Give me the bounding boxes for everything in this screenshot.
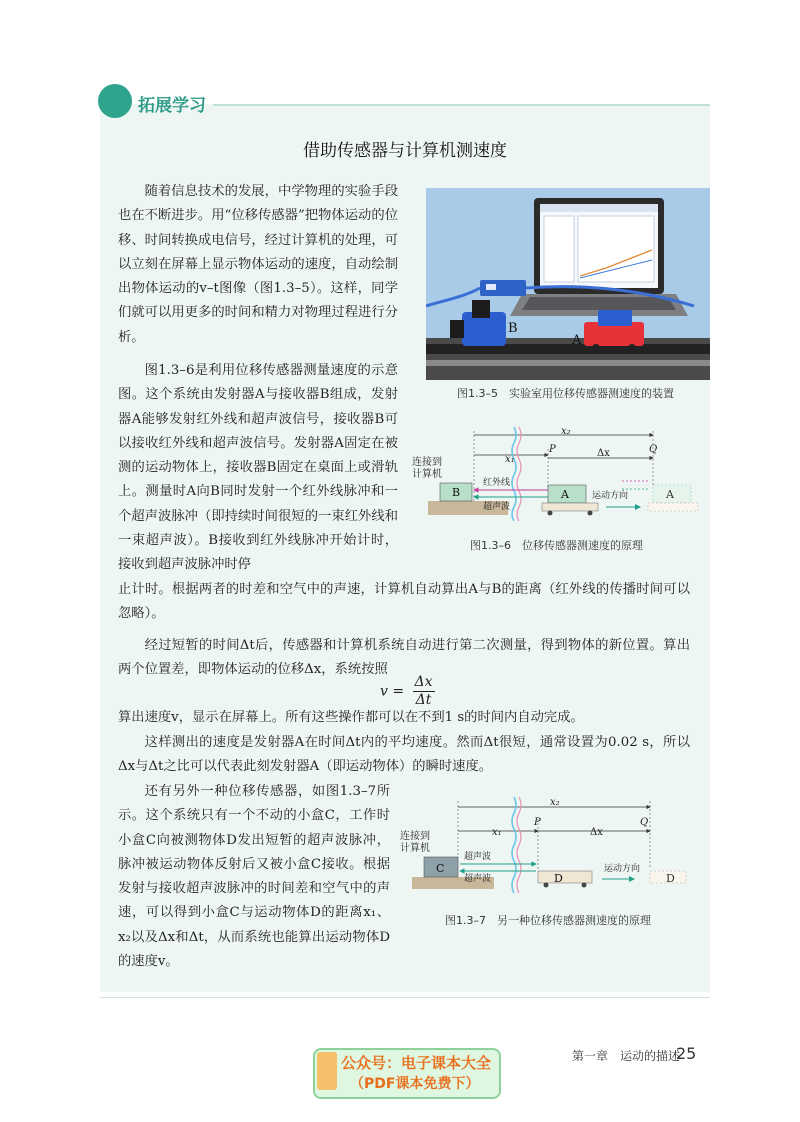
fig6-dx: Δx [597, 448, 610, 459]
fig7-direction: 运动方向 [604, 864, 641, 874]
photo-label-a: A [572, 333, 582, 348]
formula-numerator: Δx [414, 674, 433, 690]
fig7-box-d2: D [666, 872, 675, 885]
fig7-ultrasonic-1: 超声波 [464, 852, 492, 862]
velocity-formula [380, 674, 435, 709]
fig6-direction: 运动方向 [592, 491, 629, 501]
paragraph-average-speed: 这样测出的速度是发射器A在时间Δt内的平均速度。然而Δt很短，通常设置为0.02 s，所以Δx与Δt之比可以代表此刻发射器A（即运动物体）的瞬时速度。 [118, 735, 690, 775]
fig7-connect-1: 连接到 [400, 831, 430, 842]
paragraph-intro: 随着信息技术的发展，中学物理的实验手段也在不断进步。用“位移传感器”把物体运动的位移、时间转换成电信号，经过计算机的处理，可以立刻在屏幕上显示物体运动的速度，自动绘制出物体运动的v–t图像（图1.3–5）。这样，同学们就可以用更多的时间和精力对物理过程进行分析。 [118, 184, 398, 345]
page-title: 借助传感器与计算机测速度 [303, 141, 507, 161]
fig6-box-a: A [561, 488, 569, 501]
fig6-x2: x₂ [561, 426, 571, 437]
book-icon [317, 1052, 337, 1090]
lab-sensor-illustration [426, 188, 710, 380]
formula-lhs: v = [380, 683, 405, 700]
fig6-connect-1: 连接到 [412, 457, 442, 468]
footer-divider [100, 997, 710, 998]
fig7-dx: Δx [590, 827, 603, 838]
fig7-box-d: D [554, 872, 563, 885]
fig6-infrared: 红外线 [483, 478, 511, 488]
watermark-line-2: （PDF课本免费下） [350, 1076, 480, 1092]
fig6-q: Q [649, 444, 658, 455]
fig7-x1: x₁ [492, 827, 502, 838]
fig6-x1: x₁ [505, 454, 515, 465]
figure-1-3-6-diagram [410, 425, 700, 521]
fig6-box-b: B [452, 486, 461, 499]
lab-sensor-photo [426, 188, 710, 380]
fig7-q: Q [640, 817, 649, 828]
formula-denominator: Δt [415, 692, 432, 708]
page-number: 25 [676, 1044, 697, 1063]
figure-1-3-5-caption: 图1.3–5 实验室用位移传感器测速度的装置 [457, 387, 674, 400]
paragraph-sensor-system-end: 止计时。根据两者的时差和空气中的声速，计算机自动算出A与B的距离（红外线的传播时间可以忽略）。 [118, 582, 690, 622]
paragraph-compute-speed: 算出速度v，显示在屏幕上。所有这些操作都可以在不到1 s的时间内自动完成。 [118, 710, 584, 725]
fig6-ultrasonic: 超声波 [483, 502, 511, 512]
fig6-p: P [549, 444, 556, 455]
paragraph-sensor-system: 图1.3–6是利用位移传感器测量速度的示意图。这个系统由发射器A与接收器B组成，发射器A能够发射红外线和超声波信号，接收器B可以接收红外线和超声波信号。发射器A固定在被测的运动物体上，接收器B固定在桌面上或滑轨上。测量时A向B同时发射一个红外线脉冲和一个超声波脉冲（即持续时间很短的一束红外线和一束超声波）。B接收到红外线脉冲开始计时，接收到超声波脉冲时停 [118, 363, 398, 573]
header-divider [213, 104, 710, 106]
chapter-title: 第一章 运动的描述 [572, 1049, 681, 1063]
globe-icon [98, 84, 132, 118]
fig7-p: P [534, 817, 541, 828]
paragraph-ultrasonic-sensor: 还有另外一种位移传感器，如图1.3–7所示。这个系统只有一个不动的小盒C，工作时小盒C向被测物体D发出短暂的超声波脉冲，脉冲被运动物体反射后又被小盒C接收。根据发射与接收超声波脉冲的时间差和空气中的声速，可以得到小盒C与运动物体D的距离x₁、x₂以及Δx和Δt，从而系统也能算出运动物体D的速度v。 [118, 784, 390, 970]
fig6-connect-2: 计算机 [412, 469, 442, 480]
figure-1-3-7-diagram [398, 795, 688, 895]
figure-1-3-6-caption: 图1.3–6 位移传感器测速度的原理 [470, 539, 643, 552]
fig6-box-a2: A [666, 488, 674, 501]
paragraph-second-measurement: 经过短暂的时间Δt后，传感器和计算机系统自动进行第二次测量，得到物体的新位置。算出两个位置差，即物体运动的位移Δx，系统按照 [118, 638, 690, 678]
fig7-ultrasonic-2: 超声波 [464, 874, 492, 884]
fig7-box-c: C [436, 862, 445, 875]
fig7-x2: x₂ [550, 797, 560, 808]
figure-1-3-7-caption: 图1.3–7 另一种位移传感器测速度的原理 [445, 914, 651, 927]
photo-label-b: B [508, 321, 518, 336]
fig7-connect-2: 计算机 [400, 843, 430, 854]
section-label: 拓展学习 [138, 96, 206, 116]
watermark-line-1: 公众号：电子课本大全 [341, 1054, 492, 1072]
